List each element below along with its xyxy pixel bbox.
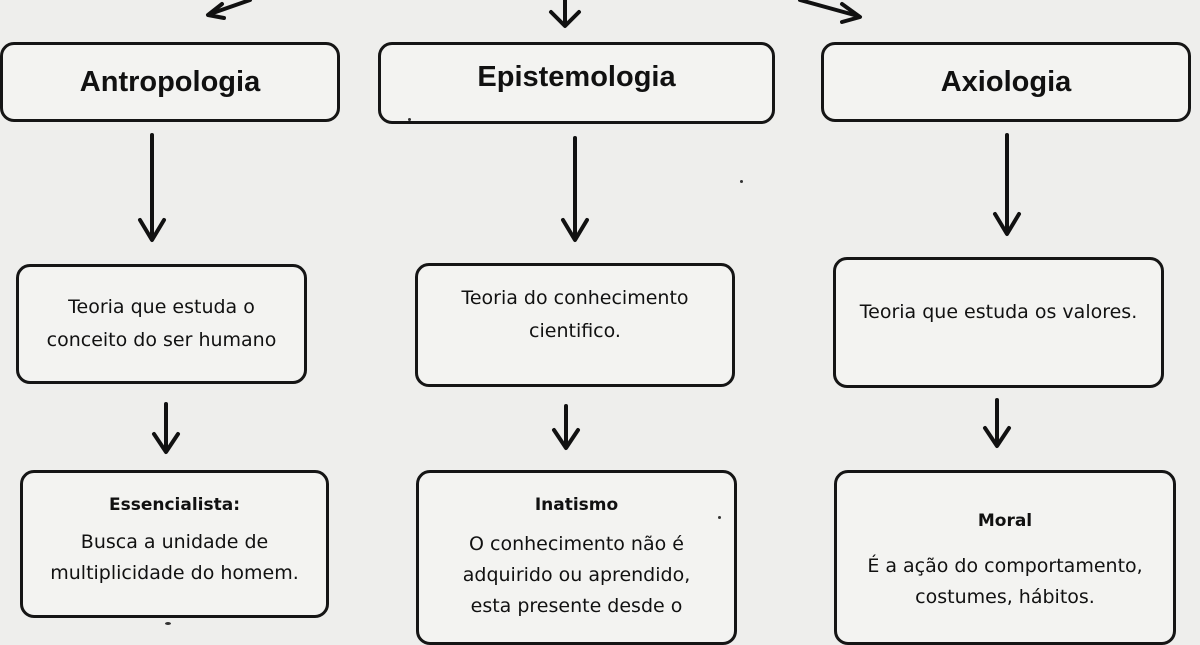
detail-line: É a ação do comportamento, <box>867 555 1143 577</box>
detail-line: O conhecimento não é <box>469 533 684 555</box>
antropologia-title-box <box>0 42 340 122</box>
detail-heading: Inatismo <box>534 495 619 515</box>
scan-speck <box>408 118 411 121</box>
axiologia-title-box <box>821 42 1191 122</box>
arrow-col2-2 <box>554 406 578 448</box>
axiologia-detail-box <box>834 470 1176 645</box>
top-arrow-left <box>208 0 250 18</box>
definition-line: Teoria que estuda o <box>68 296 255 318</box>
definition-line: Teoria do conhecimento <box>461 287 689 309</box>
definition-line: cientifico. <box>529 320 621 342</box>
detail-line: esta presente desde o <box>470 595 683 617</box>
epistemologia-definition-box <box>415 263 735 387</box>
top-arrow-center <box>551 0 579 26</box>
arrow-col1-1 <box>140 135 164 240</box>
scan-speck <box>718 516 721 519</box>
definition-line: Teoria que estuda os valores. <box>859 301 1138 323</box>
arrow-col1-2 <box>154 404 178 452</box>
definition-line: conceito do ser humano <box>46 329 277 351</box>
arrow-col3-1 <box>995 135 1019 234</box>
detail-heading: Essencialista: <box>108 495 241 515</box>
epistemologia-title: Epistemologia <box>477 60 676 93</box>
detail-heading: Moral <box>977 511 1033 531</box>
top-arrow-right <box>800 0 860 22</box>
arrow-col2-1 <box>563 138 587 240</box>
detail-line: multiplicidade do homem. <box>50 562 299 584</box>
antropologia-detail-box <box>20 470 329 618</box>
axiologia-title: Axiologia <box>940 65 1072 98</box>
detail-line: costumes, hábitos. <box>915 586 1095 608</box>
detail-line: Busca a unidade de <box>80 531 269 553</box>
scan-speck <box>740 180 743 183</box>
scan-speck <box>165 622 171 625</box>
axiologia-definition-box <box>833 257 1164 388</box>
epistemologia-detail-box <box>416 470 737 645</box>
epistemologia-title-box <box>378 42 775 124</box>
antropologia-definition-box <box>16 264 307 384</box>
arrow-col3-2 <box>985 400 1009 446</box>
antropologia-title: Antropologia <box>79 65 261 98</box>
detail-line: adquirido ou aprendido, <box>462 564 691 586</box>
